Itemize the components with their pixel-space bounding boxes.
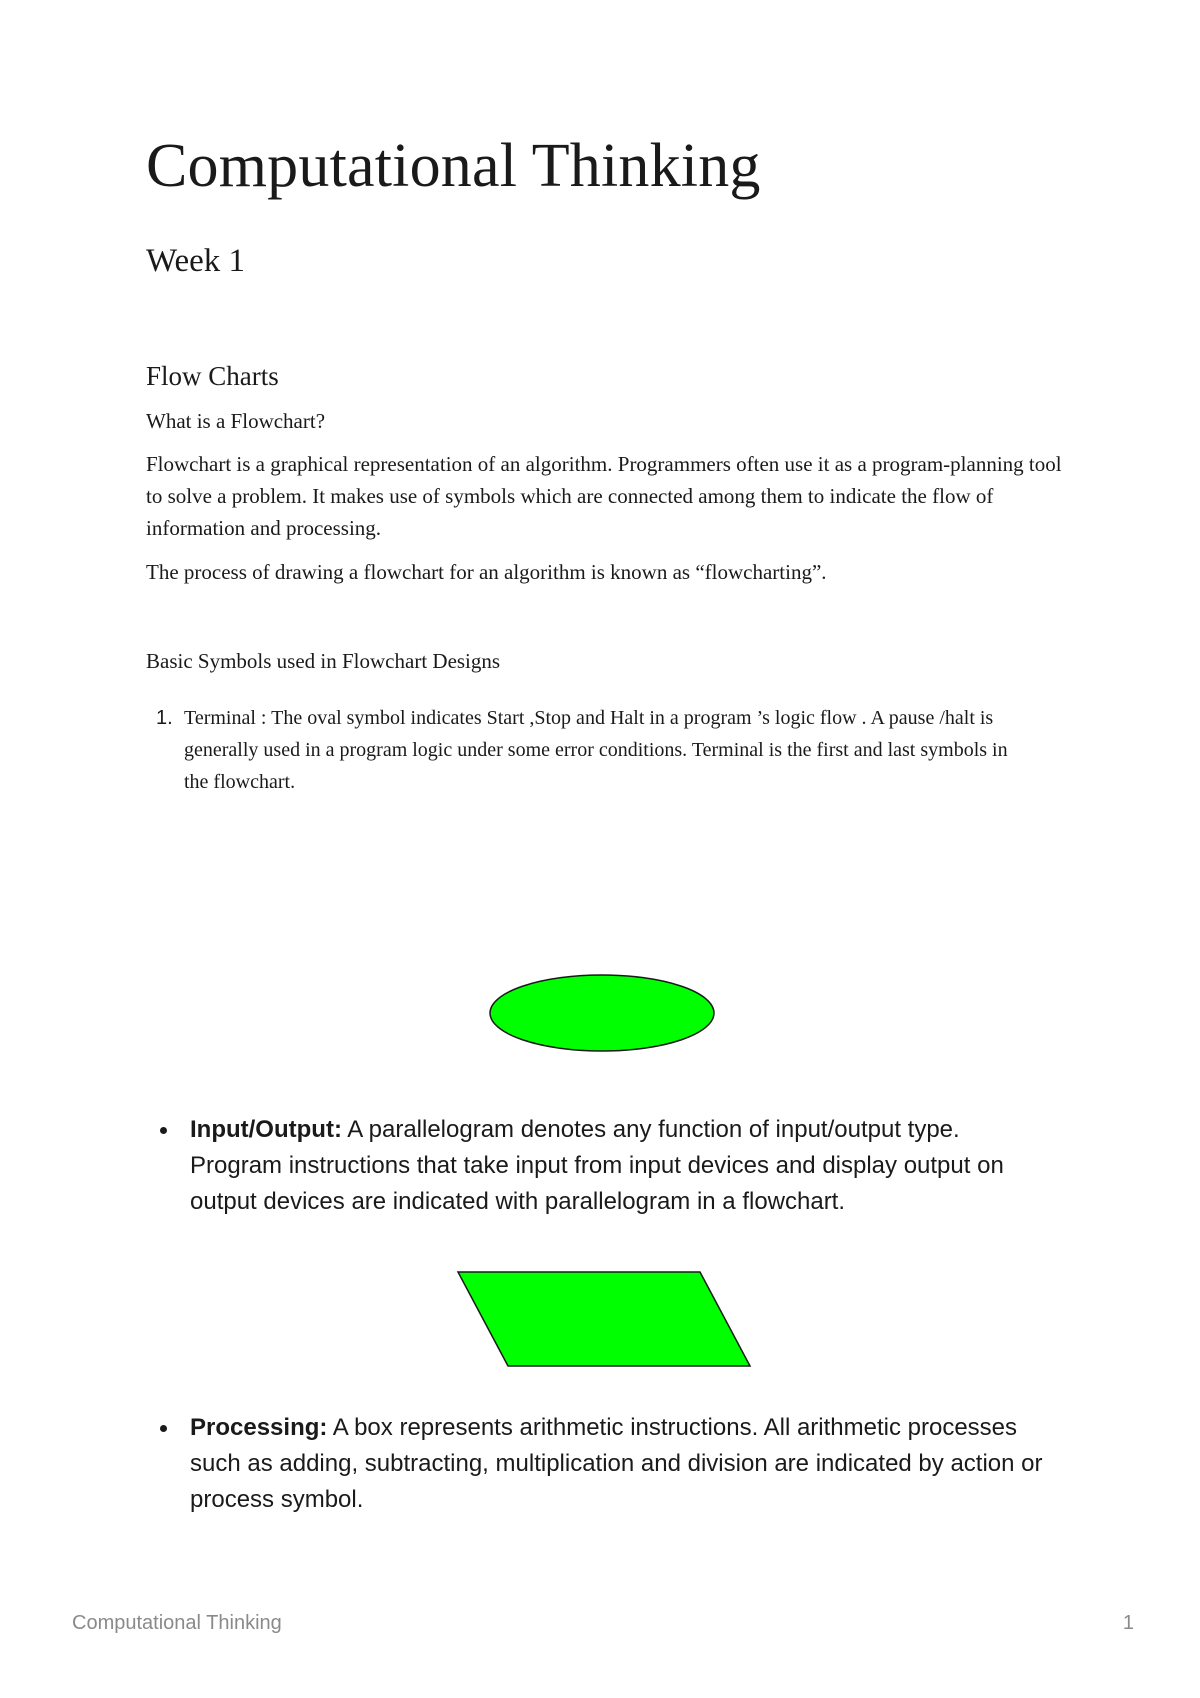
terminal-description: Terminal : The oval symbol indicates Start ,Stop and Halt in a program ’s logic flow . A pause /halt is generally used in a program logic under some error conditions. Terminal is the first and last symbols in the flowchart. — [184, 707, 1008, 793]
document-title: Computational Thinking — [146, 132, 761, 200]
list-number: 1. — [156, 707, 173, 729]
processing-label: Processing: — [190, 1414, 328, 1441]
paragraph-definition: Flowchart is a graphical representation of an algorithm. Programmers often use it as a program-planning tool to solve a problem. It makes use of symbols which are connected among them to indicate the flow of information and processing. — [146, 452, 1062, 540]
document-subtitle: Week 1 — [146, 243, 246, 279]
processing-description — [190, 1410, 1050, 1518]
footer-title: Computational Thinking — [72, 1612, 282, 1634]
input-output-parallelogram-symbol — [456, 1270, 752, 1368]
input-output-label: Input/Output: — [190, 1116, 342, 1143]
bullet-icon — [160, 1127, 167, 1134]
question-text: What is a Flowchart? — [146, 409, 326, 433]
oval-shape — [490, 975, 714, 1051]
input-output-text: A parallelogram denotes any function of input/output type. Program instructions that take input from input devices and display output on output devices are indicated with parallelogram in a flowchart. — [190, 1116, 1004, 1215]
bullet-icon — [160, 1425, 167, 1432]
input-output-description — [190, 1112, 1050, 1220]
terminal-oval-symbol — [488, 972, 716, 1054]
section-heading: Flow Charts — [146, 361, 279, 391]
symbols-heading: Basic Symbols used in Flowchart Designs — [146, 649, 501, 673]
processing-text: A box represents arithmetic instructions. All arithmetic processes such as adding, subtracting, multiplication and division are indicated by action or process symbol. — [190, 1414, 1043, 1513]
paragraph-flowcharting: The process of drawing a flowchart for an algorithm is known as “flowcharting”. — [146, 560, 827, 584]
parallelogram-shape — [458, 1272, 750, 1366]
footer-page-number: 1 — [1122, 1612, 1134, 1634]
